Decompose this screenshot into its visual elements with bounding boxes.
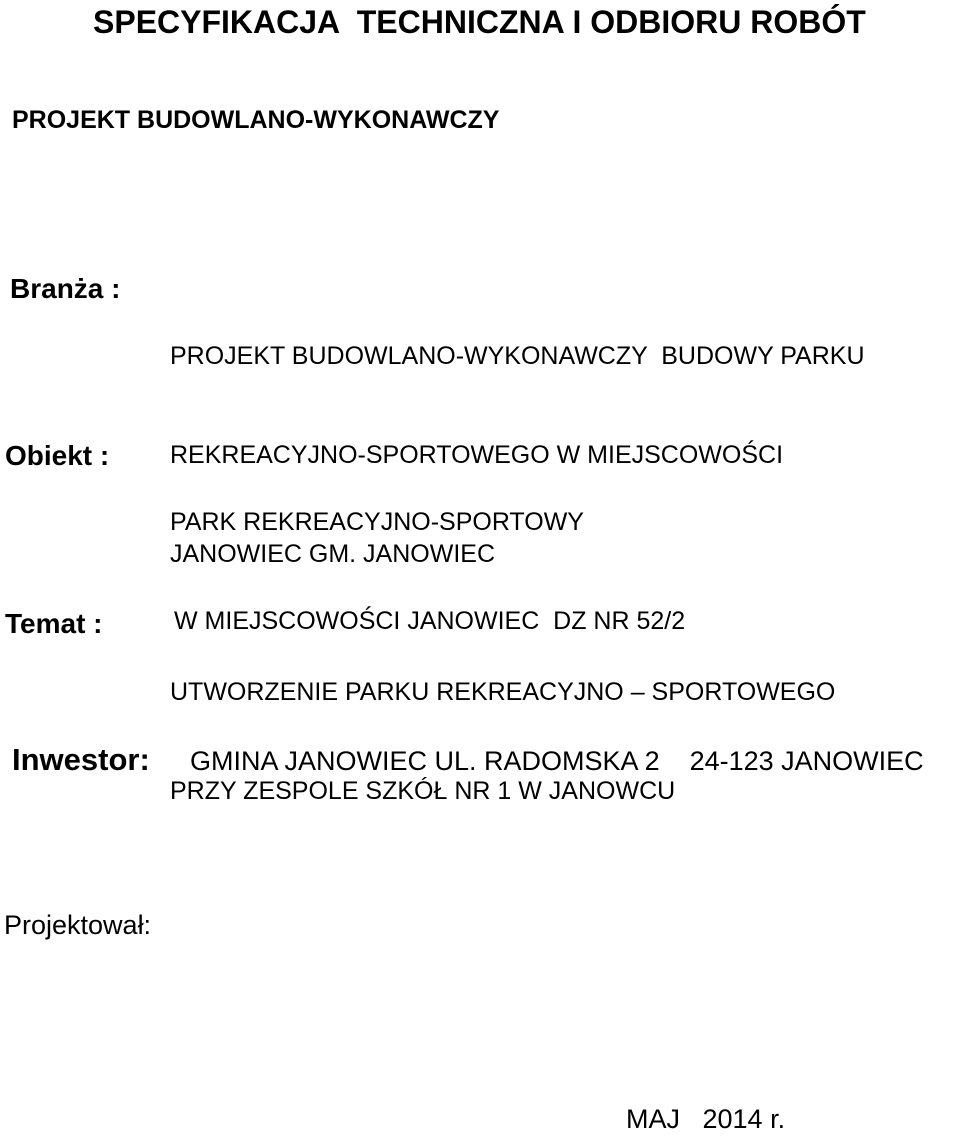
temat-label: Temat : <box>5 608 103 639</box>
branza-line: REKREACYJNO-SPORTOWEGO W MIEJSCOWOŚCI <box>170 441 784 469</box>
temat-value <box>170 610 835 841</box>
document-subtitle: PROJEKT BUDOWLANO-WYKONAWCZY <box>12 106 500 134</box>
document-date: MAJ 2014 r. <box>626 1104 786 1134</box>
obiekt-line: W MIEJSCOWOŚCI JANOWIEC DZ NR 52/2 <box>174 607 686 635</box>
branza-label: Branża : <box>10 273 121 304</box>
inwestor-address: GMINA JANOWIEC UL. RADOMSKA 2 <box>190 746 660 776</box>
inwestor-label: Inwestor: <box>12 742 150 777</box>
temat-line: UTWORZENIE PARKU REKREACYJNO – SPORTOWEGO <box>170 678 836 706</box>
inwestor-postal: 24-123 JANOWIEC <box>689 746 924 776</box>
branza-line: PROJEKT BUDOWLANO-WYKONAWCZY BUDOWY PARKU <box>170 342 865 370</box>
branza-line: JANOWIEC GM. JANOWIEC <box>170 540 495 568</box>
obiekt-line: PARK REKREACYJNO-SPORTOWY <box>170 508 584 536</box>
inwestor-value <box>190 743 924 779</box>
obiekt-label: Obiekt : <box>5 440 110 471</box>
projektowal-label: Projektował: <box>4 910 152 940</box>
document-title: SPECYFIKACJA TECHNICZNA I ODBIORU ROBÓT <box>93 4 866 40</box>
temat-line: PRZY ZESPOLE SZKÓŁ NR 1 W JANOWCU <box>170 777 676 805</box>
